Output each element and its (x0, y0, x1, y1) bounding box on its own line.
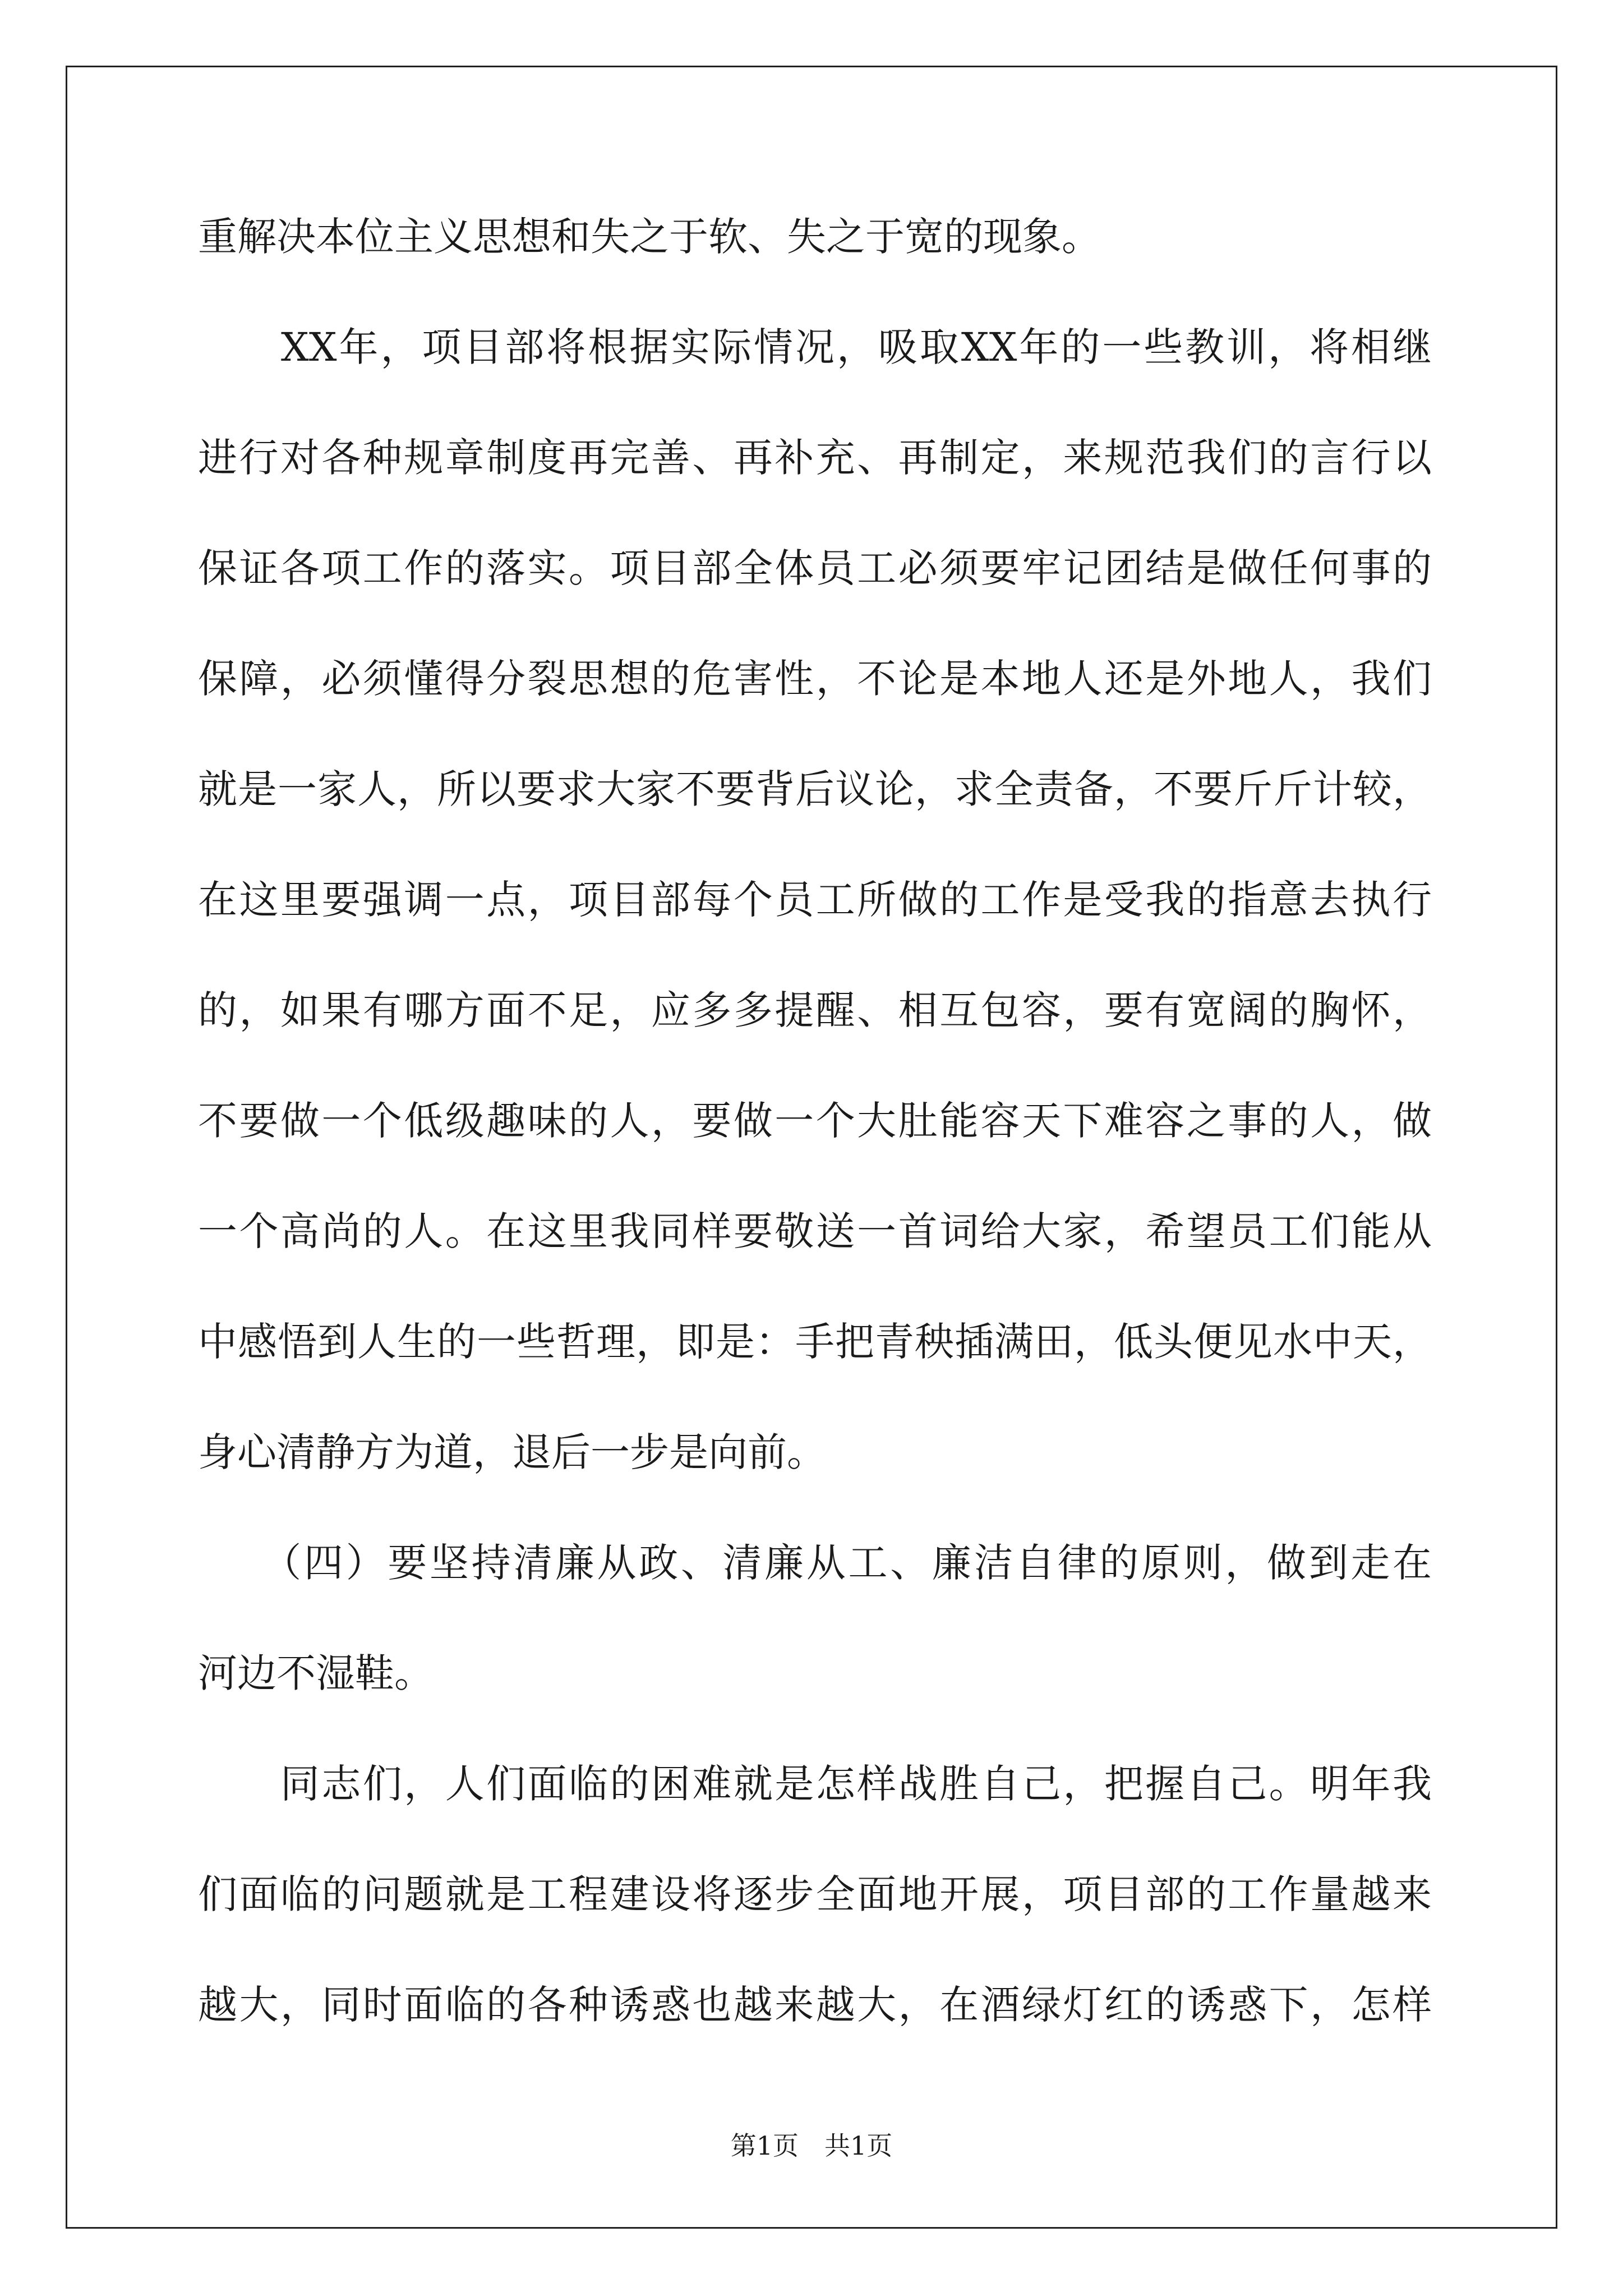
text-line: 一个高尚的人。在这里我同样要敬送一首词给大家，希望员工们能从 (198, 1208, 1432, 1254)
text-line: XX年，项目部将根据实际情况，吸取XX年的一些教训，将相继 (198, 324, 1432, 370)
page-number-footer: 第1页 共1页 (730, 2131, 893, 2161)
text-line: 保证各项工作的落实。项目部全体员工必须要牢记团结是做任何事的 (198, 545, 1432, 591)
text-line: 同志们，人们面临的困难就是怎样战胜自己，把握自己。明年我 (198, 1761, 1432, 1807)
text-line: 就是一家人，所以要求大家不要背后议论，求全责备，不要斤斤计较， (198, 766, 1432, 812)
text-line: 在这里要强调一点，项目部每个员工所做的工作是受我的指意去执行 (198, 877, 1432, 923)
text-line: 河边不湿鞋。 (198, 1650, 434, 1696)
text-line: 不要做一个低级趣味的人，要做一个大肚能容天下难容之事的人，做 (198, 1098, 1432, 1144)
text-line: 的，如果有哪方面不足，应多多提醒、相互包容，要有宽阔的胸怀， (198, 987, 1432, 1033)
text-line: 们面临的问题就是工程建设将逐步全面地开展，项目部的工作量越来 (198, 1871, 1432, 1917)
text-line: 身心清静方为道，退后一步是向前。 (198, 1429, 826, 1475)
text-line: 越大，同时面临的各种诱惑也越来越大，在酒绿灯红的诱惑下，怎样 (198, 1982, 1432, 2028)
text-line: 中感悟到人生的一些哲理，即是：手把青秧插满田，低头便见水中天， (198, 1319, 1432, 1365)
text-line: 重解决本位主义思想和失之于软、失之于宽的现象。 (198, 214, 1101, 260)
text-line: 保障，必须懂得分裂思想的危害性，不论是本地人还是外地人，我们 (198, 656, 1432, 702)
text-line: 进行对各种规章制度再完善、再补充、再制定，来规范我们的言行以 (198, 435, 1432, 481)
text-line: （四）要坚持清廉从政、清廉从工、廉洁自律的原则，做到走在 (198, 1540, 1432, 1586)
